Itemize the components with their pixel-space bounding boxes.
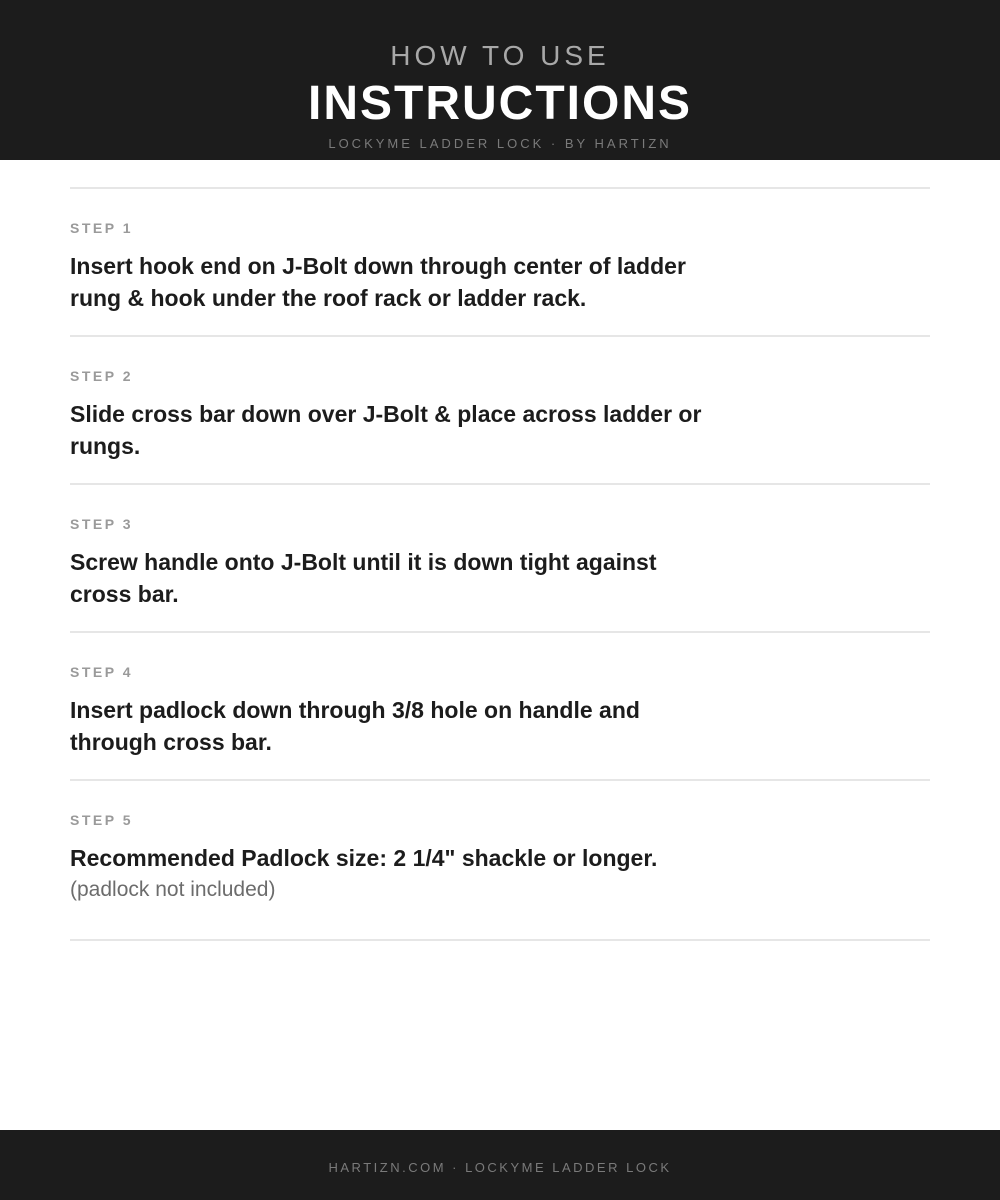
step-text: Screw handle onto J-Bolt until it is down tight against cross bar. <box>70 549 657 607</box>
step-text: Slide cross bar down over J-Bolt & place across ladder or rungs. <box>70 401 702 459</box>
step-label: STEP 3 <box>70 516 133 532</box>
step-text: Recommended Padlock size: 2 1/4" shackle or longer. <box>70 845 658 871</box>
step-text: Insert hook end on J-Bolt down through center of ladder rung & hook under the roof rack or ladder rack. <box>70 253 686 311</box>
step-item-3 <box>70 485 930 633</box>
page-footer <box>0 1130 1000 1200</box>
step-label: STEP 4 <box>70 664 133 680</box>
page-header <box>0 0 1000 160</box>
header-eyebrow: HOW TO USE <box>390 40 610 71</box>
step-label: STEP 5 <box>70 812 133 828</box>
steps-list <box>70 187 930 941</box>
footer-text: HARTIZN.COM · LOCKYME LADDER LOCK <box>328 1160 672 1175</box>
step-label: STEP 1 <box>70 220 133 236</box>
step-item-2 <box>70 337 930 485</box>
page-title: INSTRUCTIONS <box>308 77 692 130</box>
step-item-5 <box>70 781 930 941</box>
step-note: (padlock not included) <box>70 878 276 901</box>
step-item-4 <box>70 633 930 781</box>
header-byline: LOCKYME LADDER LOCK · BY HARTIZN <box>328 136 672 151</box>
step-item-1 <box>70 189 930 337</box>
step-label: STEP 2 <box>70 368 133 384</box>
step-text: Insert padlock down through 3/8 hole on handle and through cross bar. <box>70 697 640 755</box>
